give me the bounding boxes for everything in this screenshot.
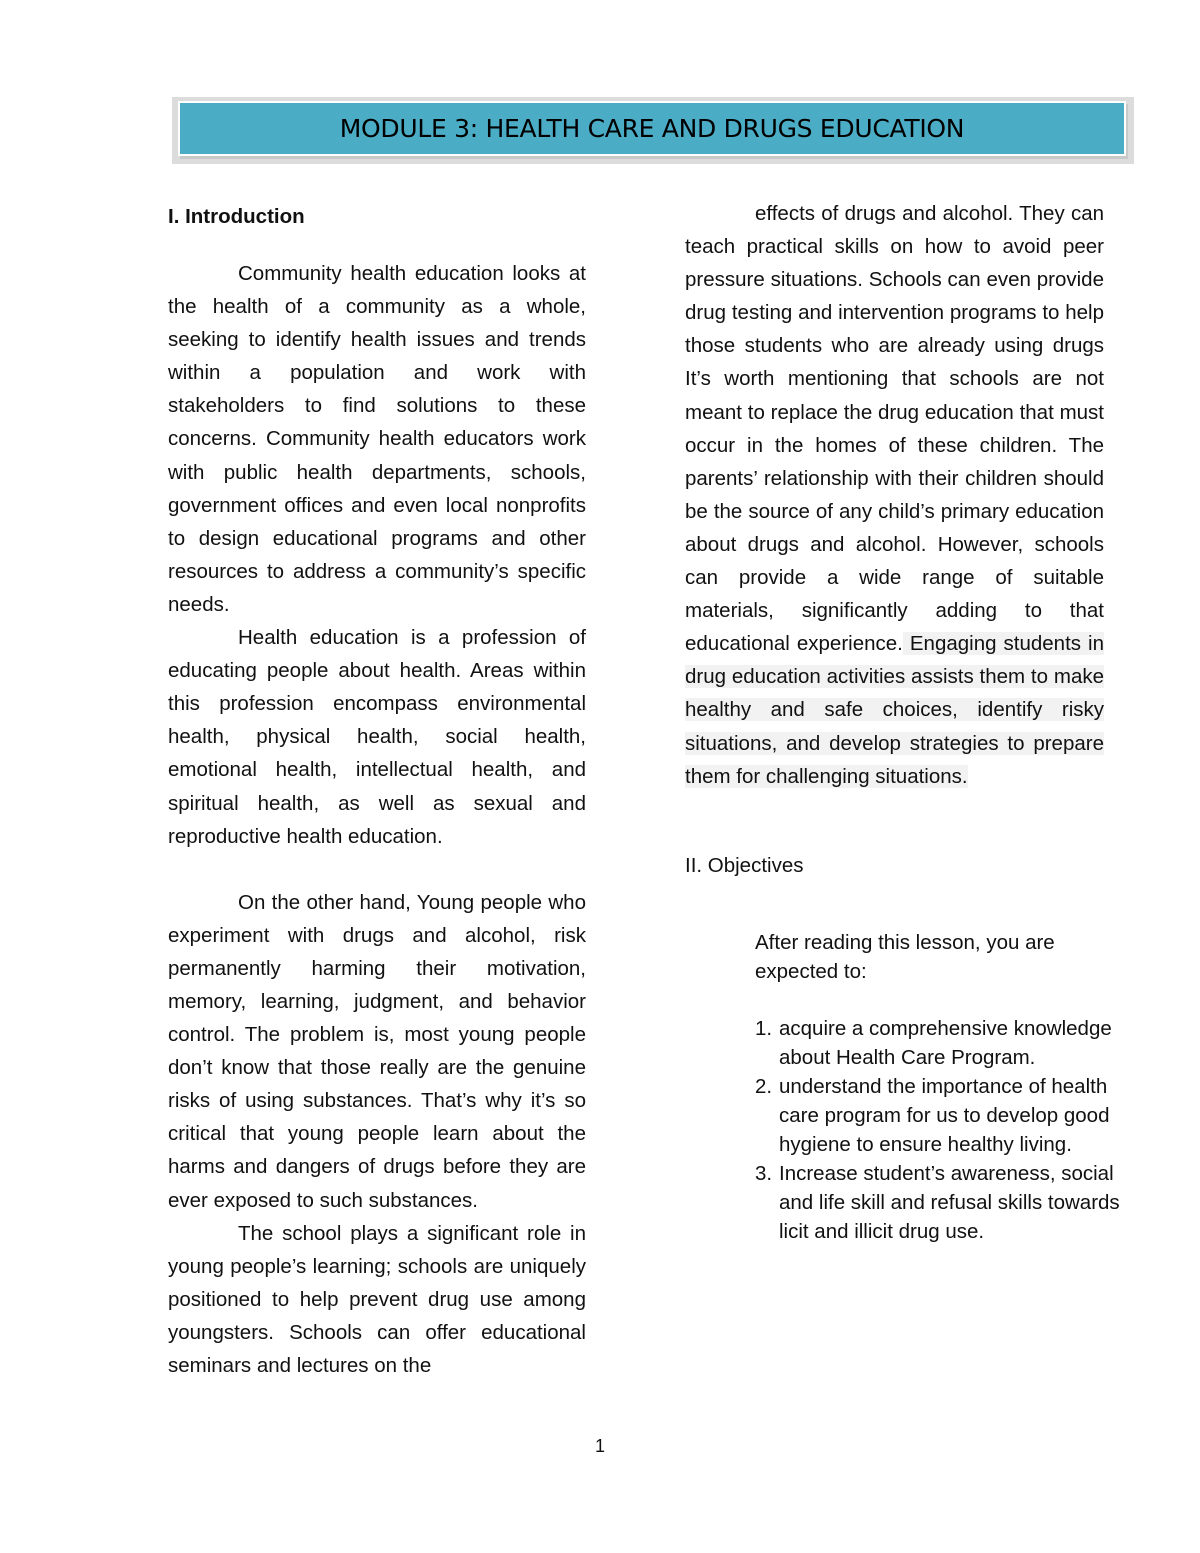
objective-number: 2.	[755, 1075, 773, 1098]
intro-paragraph-1: Community health education looks at the health of a community as a whole, seeking to identify health issues and trends within a population and work with stakeholders to find solutions to these concerns. Community health educators work with public health departments, schools, government offices and even local nonprofits to design educational programs and other resources to address a community’s specific needs.	[168, 262, 586, 616]
objective-text: Increase student’s awareness, social and life skill and refusal skills towards licit and illicit drug use.	[779, 1162, 1120, 1243]
intro-continuation-paragraph	[685, 197, 1104, 793]
continuation-text: effects of drugs and alcohol. They can teach practical skills on how to avoid peer pressure situations. Schools can even provide drug testing and intervention programs to help those students who are already using drugs It’s worth mentioning that schools are not meant to replace the drug education that must occur in the homes of these children. The parents’ relationship with their children should be the source of any child’s primary education about drugs and alcohol. However, schools can provide a wide range of suitable materials, significantly adding to that educational experience.	[685, 202, 1104, 656]
objectives-block	[755, 928, 1135, 1246]
objectives-list	[755, 1014, 1135, 1246]
highlighted-text: Engaging students in drug education activities assists them to make healthy and safe choices, identify risky situations, and develop strategies to prepare them for challenging situations.	[685, 632, 1104, 788]
objective-text: understand the importance of health care program for us to develop good hygiene to ensure healthy living.	[779, 1075, 1110, 1156]
spacer	[168, 233, 586, 257]
right-column	[685, 197, 1104, 882]
intro-paragraph-4: The school plays a significant role in young people’s learning; schools are uniquely positioned to help prevent drug use among youngsters. Schools can offer educational seminars and lectures on the	[168, 1221, 586, 1377]
introduction-heading: I. Introduction	[168, 205, 305, 228]
objective-number: 3.	[755, 1162, 773, 1185]
page-number: 1	[594, 1436, 605, 1456]
spacer	[685, 793, 1104, 849]
objective-item	[755, 1072, 1135, 1159]
module-title: MODULE 3: HEALTH CARE AND DRUGS EDUCATION	[339, 114, 965, 143]
objective-text: acquire a comprehensive knowledge about Health Care Program.	[779, 1017, 1112, 1069]
spacer	[168, 853, 586, 886]
objective-item	[755, 1159, 1135, 1246]
objectives-heading: II. Objectives	[685, 853, 804, 877]
objectives-intro: After reading this lesson, you are expected to:	[755, 931, 1055, 983]
objective-number: 1.	[755, 1017, 773, 1040]
left-column	[168, 200, 586, 1382]
module-title-bar	[178, 101, 1126, 156]
intro-paragraph-3: On the other hand, Young people who experiment with drugs and alcohol, risk permanently harming their motivation, memory, learning, judgment, and behavior control. The problem is, most young people don’t know that those really are the genuine risks of using substances. That’s why it’s so critical that young people learn about the harms and dangers of drugs before they are ever exposed to such substances.	[168, 890, 586, 1212]
objective-item	[755, 1014, 1135, 1072]
intro-paragraph-2: Health education is a profession of educating people about health. Areas within this profession encompass environmental health, physical health, social health, emotional health, intellectual health, and spiritual health, as well as sexual and reproductive health education.	[168, 626, 586, 848]
